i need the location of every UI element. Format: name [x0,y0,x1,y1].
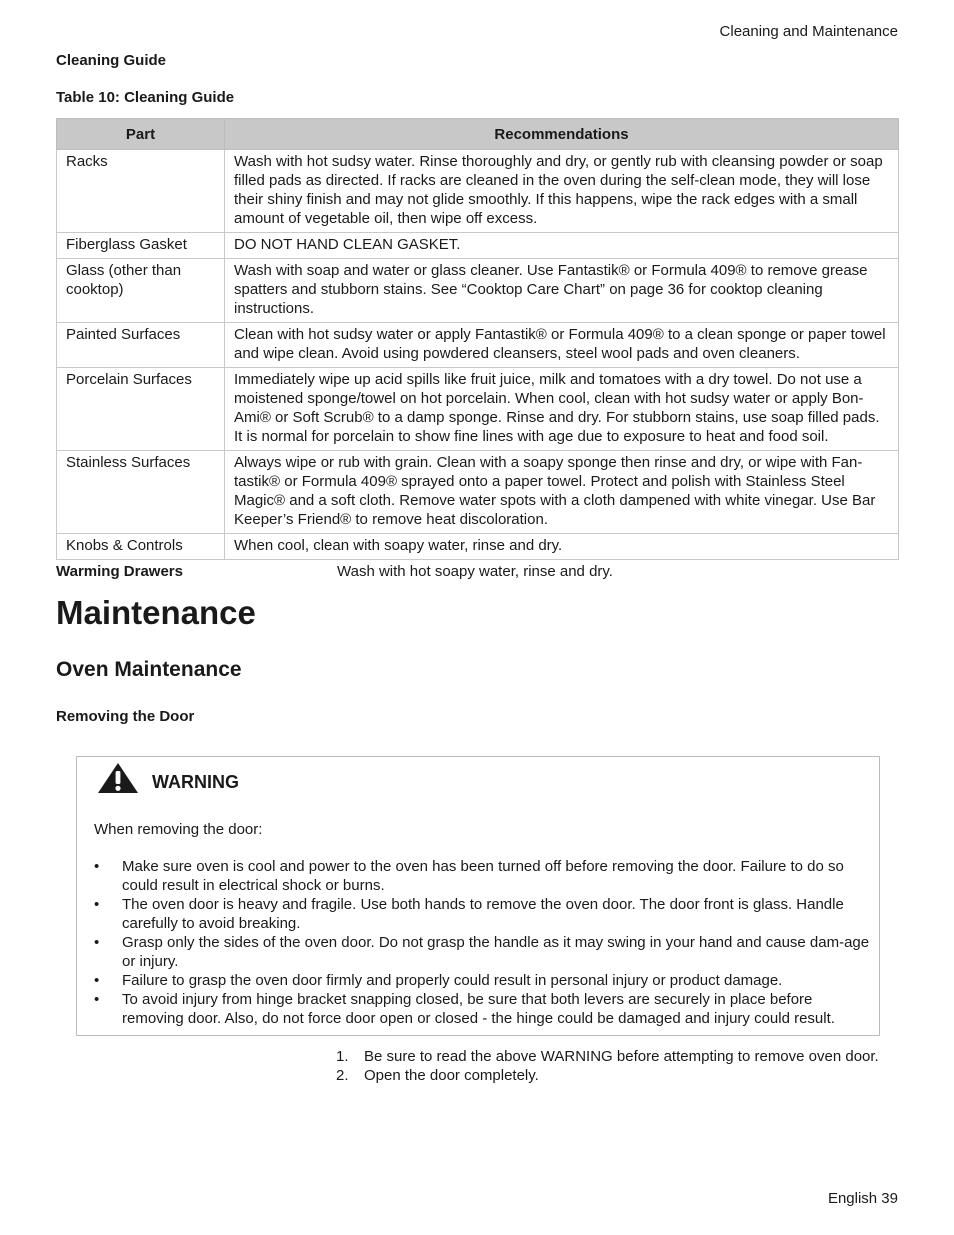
recommendation-cell: DO NOT HAND CLEAN GASKET. [225,233,899,259]
bullet: • [94,858,100,875]
column-header-recommendations: Recommendations [225,119,899,150]
table-row [57,323,899,368]
recommendation-cell: Immediately wipe up acid spills like fruit juice, milk and tomatoes with a dry towel. Do not use a moistened sponge/towel on hot porcelain. When cool, clean with hot sudsy water or apply Bon-Ami® or Soft Scrub® to a damp sponge. Rinse and dry. For stubborn stains, use soap filled pads. It is normal for porcelain to show fine lines with age due to exposure to heat and food soil. [225,368,899,451]
table-row [57,259,899,323]
step-number: 1. [336,1048,349,1065]
warning-title-row [97,762,239,794]
warning-intro: When removing the door: [94,821,263,838]
table-row [57,233,899,259]
recommendation-cell: Clean with hot sudsy water or apply Fantastik® or Formula 409® to a clean sponge or paper towel and wipe clean. Avoid using powdered cleansers, steel wool pads and oven cleaners. [225,323,899,368]
door-removal-steps [336,1047,879,1085]
warming-drawers-recommendation: Wash with hot soapy water, rinse and dry. [337,563,613,580]
list-item [94,990,871,1028]
list-item [94,971,871,990]
table-header-row [57,119,899,150]
step-item [336,1066,879,1085]
oven-maintenance-heading: Oven Maintenance [56,658,242,681]
warming-drawers-label: Warming Drawers [56,563,183,580]
column-header-part: Part [57,119,225,150]
cleaning-guide-table [56,118,899,560]
recommendation-cell: Wash with soap and water or glass cleaner. Use Fantastik® or Formula 409® to remove grease spatters and stubborn stains. See “Cooktop Care Chart” on page 36 for cooktop cleaning instructions. [225,259,899,323]
part-cell: Porcelain Surfaces [57,368,225,451]
page-footer: English 39 [827,1190,898,1207]
part-cell: Knobs & Controls [57,534,225,560]
warning-item-text: Grasp only the sides of the oven door. Do not grasp the handle as it may swing in your hand and cause dam-age or injury. [122,934,870,970]
step-text: Be sure to read the above WARNING before attempting to remove oven door. [364,1048,879,1065]
table-row [57,368,899,451]
maintenance-title: Maintenance [56,594,256,631]
recommendation-cell: Wash with hot sudsy water. Rinse thoroughly and dry, or gently rub with cleansing powder or soap filled pads as directed. If racks are cleaned in the oven during the self-clean mode, they will lose their shiny finish and may not glide smoothly. If this happens, wipe the rack edges with a small amount of vegetable oil, then wipe off excess. [225,150,899,233]
removing-door-heading: Removing the Door [56,708,195,725]
list-item [94,895,871,933]
warning-triangle-icon [97,762,139,794]
recommendation-cell: Always wipe or rub with grain. Clean with a soapy sponge then rinse and dry, or wipe with Fan-tastik® or Formula 409® sprayed onto a paper towel. Protect and polish with Stainless Steel Magic® and a soft cloth. Remove water spots with a cloth dampened with white vinegar. Use Bar Keeper’s Friend® to remove heat discoloration. [225,451,899,534]
bullet: • [94,972,100,989]
step-number: 2. [336,1067,349,1084]
bullet: • [94,991,100,1008]
table-row [57,451,899,534]
bullet: • [94,934,100,951]
step-item [336,1047,879,1066]
table-caption: Table 10: Cleaning Guide [56,89,235,106]
table-row [57,150,899,233]
cleaning-guide-heading: Cleaning Guide [56,52,167,69]
warning-item-text: Make sure oven is cool and power to the oven has been turned off before removing the door. Failure to do so could result in electrical shock or burns. [122,858,844,894]
step-text: Open the door completely. [364,1067,539,1084]
part-cell: Racks [57,150,225,233]
part-cell: Stainless Surfaces [57,451,225,534]
part-cell: Painted Surfaces [57,323,225,368]
warning-item-text: Failure to grasp the oven door firmly and properly could result in personal injury or product damage. [122,972,783,989]
running-header: Cleaning and Maintenance [719,23,898,40]
warning-item-text: The oven door is heavy and fragile. Use both hands to remove the oven door. The door front is glass. Handle carefully to avoid breaking. [122,896,844,932]
list-item [94,857,871,895]
warning-box [76,756,880,1036]
warning-title: WARNING [152,771,239,792]
part-cell: Glass (other than cooktop) [57,259,225,323]
list-item [94,933,871,971]
bullet: • [94,896,100,913]
recommendation-cell: When cool, clean with soapy water, rinse and dry. [225,534,899,560]
table-row [57,534,899,560]
warning-item-text: To avoid injury from hinge bracket snapping closed, be sure that both levers are securely in place before removing door. Also, do not force door open or closed - the hinge could be damaged and injury could result. [122,991,835,1027]
warning-list [94,857,871,1028]
part-cell: Fiberglass Gasket [57,233,225,259]
